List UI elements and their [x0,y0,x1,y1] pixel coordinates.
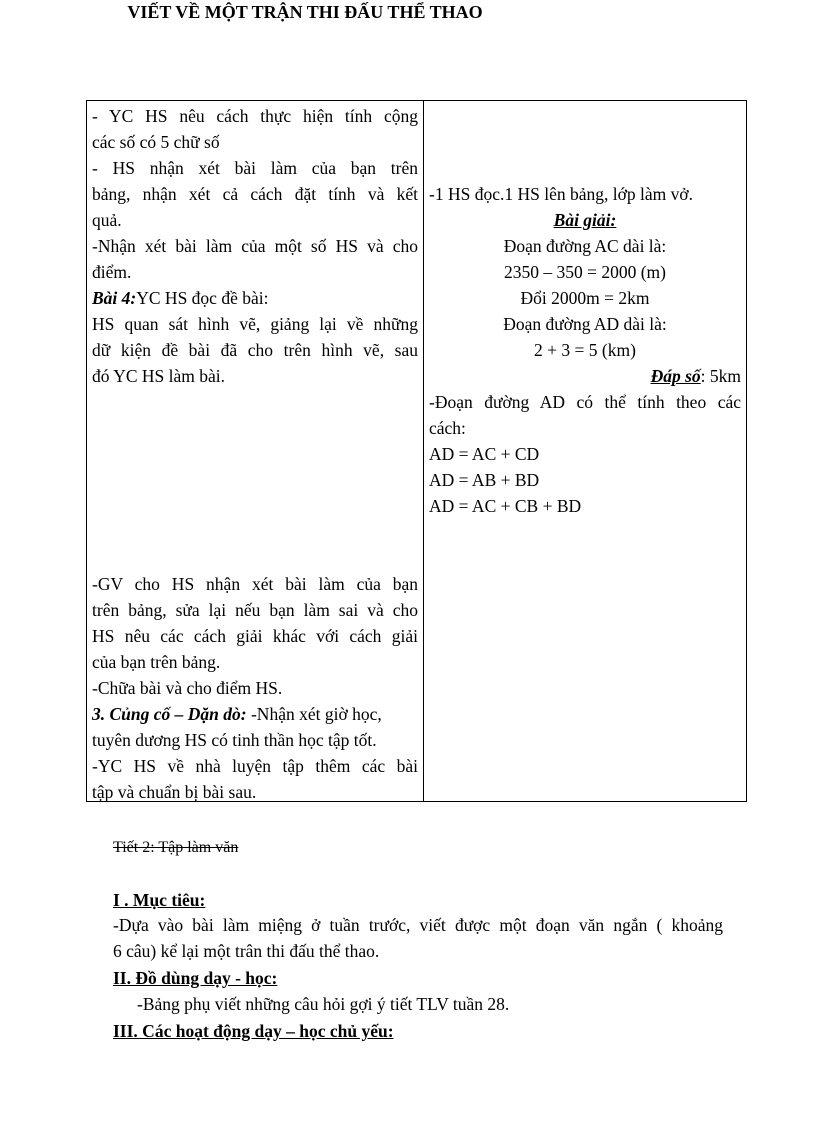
text-line: HS quan sát hình vẽ, giảng lại về những [92,314,418,334]
text-line: -Đoạn đường AD có thể tính theo các [429,392,741,412]
text-line: -1 HS đọc.1 HS lên bảng, lớp làm vở. [429,184,693,204]
text-line: -GV cho HS nhận xét bài làm của bạn [92,574,418,594]
text-line: cách: [429,418,466,438]
text-line: AD = AC + CD [429,444,540,464]
activities-heading: III. Các hoạt động dạy – học chủ yếu: [113,1021,394,1041]
text-line: dữ kiện đề bài đã cho trên hình vẽ, sau [92,340,418,360]
lesson-period: Tiết 2: Tập làm văn [113,839,239,856]
text-line: -YC HS về nhà luyện tập thêm các bài [92,756,418,776]
materials-text: -Bảng phụ viết những câu hỏi gợi ý tiết TLV tuần 28. [137,994,510,1014]
text-line: AD = AB + BD [429,470,540,490]
text-line: quả. [92,210,122,230]
text-line: Đoạn đường AD dài là: [503,314,667,334]
student-activities-column [429,103,741,519]
text-line: điểm. [92,262,132,282]
bai4-label: Bài 4: [92,288,137,308]
text-line: HS nêu các cách giải khác với cách giải [92,626,418,646]
text-line [92,701,418,727]
text-line: 6 câu) kể lại một trân thi đấu thể thao. [113,941,380,961]
lesson-title: VIẾT VỀ MỘT TRẬN THI ĐẤU THỂ THAO [127,2,483,22]
answer-line [429,363,741,389]
text-line: bảng, nhận xét cả cách đặt tính và kết [92,184,418,204]
text-line: Đoạn đường AC dài là: [503,236,667,256]
cungco-text: -Nhận xét giờ học, [246,704,382,724]
objectives-heading: I . Mục tiêu: [113,890,206,910]
text-line: 2350 – 350 = 2000 (m) [503,262,666,282]
text-line: 2 + 3 = 5 (km) [534,340,636,360]
materials-heading: II. Đồ dùng dạy - học: [113,968,278,988]
text-line: -Nhận xét bài làm của một số HS và cho [92,236,418,256]
text-line: trên bảng, sửa lại nếu bạn làm sai và cho [92,600,418,620]
solution-heading: Bài giải: [553,210,617,230]
text-line: -Chữa bài và cho điểm HS. [92,678,283,698]
text-line: Đổi 2000m = 2km [520,288,650,308]
bai4-text: YC HS đọc đề bài: [136,288,269,308]
text-line: -Dựa vào bài làm miệng ở tuần trước, viết được một đoạn văn ngắn ( khoảng [113,915,723,935]
text-line: - YC HS nêu cách thực hiện tính cộng [92,106,418,126]
text-line: - HS nhận xét bài làm của bạn trên [92,158,418,178]
text-line [92,285,418,311]
text-line: tuyên dương HS có tinh thần học tập tốt. [92,730,377,750]
text-line: tập và chuẩn bị bài sau. [92,782,257,802]
answer-value: : 5km [700,366,741,386]
text-line: đó YC HS làm bài. [92,366,226,386]
objectives-text [113,912,723,964]
teacher-activities-column [92,103,418,805]
text-line: các số có 5 chữ số [92,132,220,152]
cungco-label: 3. Củng cố – Dặn dò: [92,704,247,724]
text-line: của bạn trên bảng. [92,652,221,672]
text-line: AD = AC + CB + BD [429,496,582,516]
column-divider [423,101,424,801]
lesson-table [86,100,747,802]
answer-label: Đáp số [650,366,701,386]
